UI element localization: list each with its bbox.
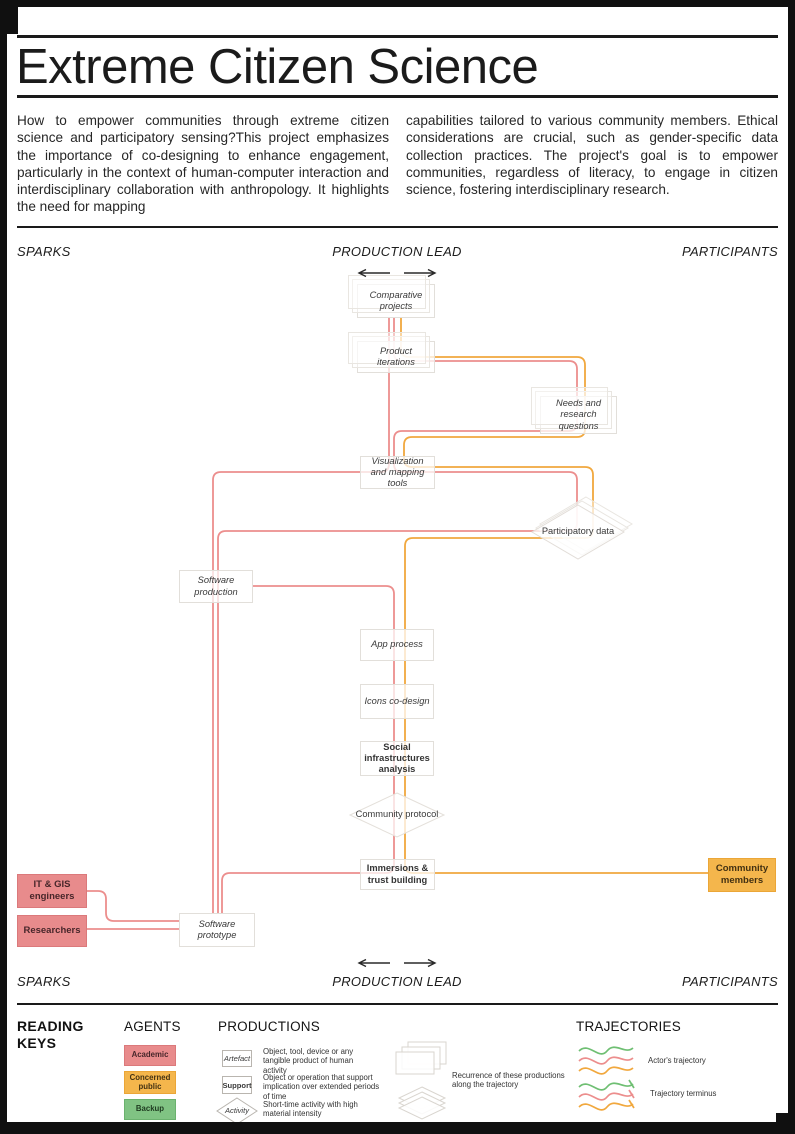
legend-agent-backup: Backup [124,1099,176,1120]
node-app-process [360,629,434,661]
axis-participants-top: PARTICIPANTS [681,244,778,259]
node-label: Visualization and mapping tools [370,455,425,489]
recurrence-rectangles-icon [396,1042,448,1076]
node-label: Community protocol [355,809,439,820]
node-label: Icons co-design [364,695,430,706]
legend-activity-label: Activity [224,1106,250,1116]
productions-header: PRODUCTIONS [218,1019,320,1034]
node-visualization-mapping-tools [360,456,435,489]
agent-label: Community members [715,863,769,886]
legend-artefact-desc: Object, tool, device or any tangible product of human activity [263,1047,354,1075]
node-participatory-data [531,504,625,560]
legend-support-desc: Object or operation that support implication over extended periods of time [263,1073,380,1101]
node-label: Participatory data [541,526,615,537]
legend-activity-desc: Short-time activity with high material intensity [263,1100,358,1119]
legend-agent-concerned-public: Concerned public [124,1071,176,1094]
node-comparative-projects [357,284,435,318]
trajectory-pink-itgis [87,891,179,921]
corner-mark-top-left [0,0,18,34]
node-social-infrastructures-analysis [360,741,434,776]
corner-mark-bottom-right [776,1113,795,1134]
actors-trajectory-icon [577,1043,635,1079]
node-software-production [179,570,253,603]
node-software-prototype [179,913,255,947]
legend-agent-academic: Academic [124,1045,176,1066]
production-lead-arrows-icon [352,958,442,968]
node-needs-research-questions [540,396,617,434]
production-lead-arrows-icon [352,268,442,278]
actors-trajectory-label: Actor's trajectory [648,1056,706,1065]
node-label: Needs and research questions [556,398,601,431]
node-label: Software production [194,575,238,597]
legend-recurrence-desc: Recurrence of these productions along the trajectory [452,1071,565,1090]
node-label: Social infrastructures analysis [364,741,430,775]
node-product-iterations [357,341,435,373]
legend-activity-shape [216,1097,258,1125]
axis-participants-bottom: PARTICIPANTS [681,974,778,989]
agents-header: AGENTS [124,1019,181,1034]
agent-it-gis-engineers [17,874,87,908]
trajectory-terminus-icon [577,1079,635,1115]
node-icons-co-design [360,684,434,719]
axis-production-lead-bottom: PRODUCTION LEAD [332,974,462,989]
trajectories-header: TRAJECTORIES [576,1019,681,1034]
node-label: App process [371,639,423,650]
trajectory-terminus-label: Trajectory terminus [650,1089,717,1098]
intro-column-right: capabilities tailored to various community members. Ethical considerations are crucial, such as gender-specific data collection practices. The project's goal is to empower communities, regardless of literacy, to engage in citizen science, fostering interdisciplinary research. [406,113,778,198]
legend-support-shape: Support [222,1076,252,1094]
poster-title: Extreme Citizen Science [16,40,539,94]
node-label: Product iterations [377,345,415,367]
axis-sparks-top: SPARKS [17,244,71,259]
recurrence-diamonds-icon [396,1086,448,1120]
intro-column-left: How to empower communities through extreme citizen science and participatory sensing?This project emphasizes the importance of co-designing to enhance engagement, particularly in the context of human-computer interaction and interdisciplinary collaboration with anthropology. It highlights the need for mapping [17,113,389,215]
agent-community-members [708,858,776,892]
agent-researchers [17,915,87,947]
node-community-protocol [349,792,445,838]
reading-keys-title: READING KEYS [17,1018,84,1051]
node-label: Immersions & trust building [366,863,429,885]
node-label: Comparative projects [369,289,423,311]
axis-production-lead-top: PRODUCTION LEAD [332,244,462,259]
node-immersions-trust-building [360,859,435,890]
node-label: Software prototype [197,918,237,940]
agent-label: IT & GIS engineers [29,879,75,902]
agent-label: Researchers [23,925,81,937]
axis-sparks-bottom: SPARKS [17,974,71,989]
legend-artefact-shape: Artefact [222,1050,252,1067]
